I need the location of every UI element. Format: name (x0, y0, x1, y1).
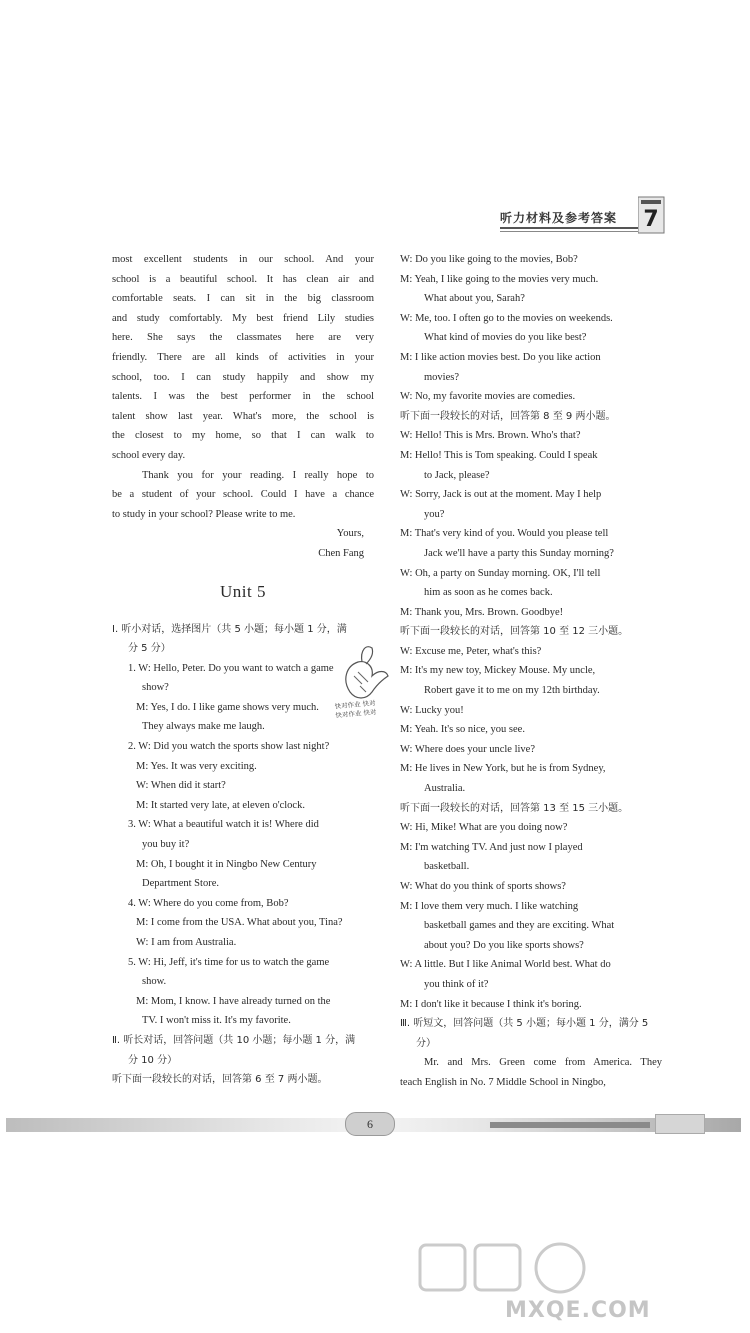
section-instruction: 听下面一段较长的对话，回答第 10 至 12 三小题。 (400, 626, 629, 638)
dialog-line: Jack we'll have a party this Sunday morning? (424, 547, 614, 559)
dialog-line: Australia. (424, 783, 466, 795)
section-heading: 分 10 分） (128, 1054, 178, 1066)
footer-dark-band (490, 1122, 650, 1128)
section-instruction: 听下面一段较长的对话，回答第 13 至 15 三小题。 (400, 802, 629, 814)
footer-box (655, 1114, 705, 1134)
dialog-line: M: I like action movies best. Do you like action (400, 351, 601, 363)
dialog-line: W: Hello! This is Mrs. Brown. Who's that? (400, 430, 581, 442)
dialog-line: W: Lucky you! (400, 704, 464, 716)
dialog-line: M: Oh, I bought it in Ningbo New Century (136, 858, 317, 870)
dialog-line: M: That's very kind of you. Would you please tell (400, 528, 609, 540)
text-line: Thank you for your reading. I really hope to (142, 469, 374, 481)
stamp-line: 快对作业 快对 (335, 708, 377, 720)
dialog-line: M: Yes, I do. I like game shows very much. (136, 701, 319, 713)
dialog-line: What kind of movies do you like best? (424, 332, 587, 344)
section-heading: 分） (416, 1037, 436, 1049)
text-line: and study comfortably. My best friend Lily studies (112, 312, 374, 324)
dialog-line: W: Do you like going to the movies, Bob? (400, 254, 578, 265)
dialog-line: you? (424, 508, 445, 520)
unit-title: Unit 5 (220, 581, 266, 601)
dialog-line: W: Where does your uncle live? (400, 743, 535, 755)
dialog-line: 5. W: Hi, Jeff, it's time for us to watch the game (128, 956, 330, 968)
dialog-line: movies? (424, 371, 459, 383)
dialog-line: M: Yeah. It's so nice, you see. (400, 724, 525, 736)
dialog-line: Department Store. (142, 878, 219, 890)
dialog-line: TV. I won't miss it. It's my favorite. (142, 1015, 291, 1027)
header-rule (500, 227, 650, 229)
text-line: to study in your school? Please write to me. (112, 508, 296, 520)
text-line: be a student of your school. Could I have a chance (112, 489, 374, 501)
dialog-line: M: I love them very much. I like watching (400, 900, 579, 912)
dialog-line: to Jack, please? (424, 469, 490, 481)
dialog-line: M: It's my new toy, Mickey Mouse. My uncle, (400, 665, 596, 677)
dialog-line: W: I am from Australia. (136, 937, 237, 948)
dialog-line: W: Excuse me, Peter, what's this? (400, 645, 542, 657)
right-column (400, 250, 662, 1093)
section-heading: 分 5 分） (128, 643, 171, 655)
dialog-line: M: Thank you, Mrs. Brown. Goodbye! (400, 606, 564, 618)
dialog-line: W: When did it start? (136, 780, 226, 792)
dialog-line: W: No, my favorite movies are comedies. (400, 391, 576, 403)
dialog-line: you buy it? (142, 839, 190, 851)
dialog-line: about you? Do you like sports shows? (424, 939, 584, 951)
dialog-line: W: Oh, a party on Sunday morning. OK, I'll tell (400, 567, 601, 579)
letter-sign-off: Yours, (336, 528, 364, 540)
dialog-line: show. (142, 976, 167, 988)
text-line: school every day. (112, 449, 186, 461)
text-line: comfortable seats. I can sit in the big classroom (112, 293, 374, 305)
section-heading: Ⅰ. 听小对话，选择图片（共 5 小题；每小题 1 分，满 (112, 623, 347, 635)
dialog-line: M: Mom, I know. I have already turned on the (136, 995, 331, 1007)
dialog-line: 3. W: What a beautiful watch it is! Where did (128, 819, 319, 831)
dialog-line: show? (142, 682, 169, 694)
text-line: most excellent students in our school. And your (112, 254, 374, 265)
dialog-line: M: He lives in New York, but he is from Sydney, (400, 763, 606, 775)
text-line: friendly. There are all kinds of activities in your (112, 351, 374, 363)
dialog-line: W: Hi, Mike! What are you doing now? (400, 822, 568, 834)
section-instruction: 听下面一段较长的对话，回答第 8 至 9 两小题。 (400, 410, 616, 422)
header-rule-thin (500, 231, 650, 232)
dialog-line: 1. W: Hello, Peter. Do you want to watch a game (128, 662, 334, 674)
letter-signature: Chen Fang (318, 547, 364, 559)
section-heading: Ⅲ. 听短文，回答问题（共 5 小题；每小题 1 分，满分 5 (400, 1018, 649, 1030)
dialog-line: 2. W: Did you watch the sports show last night? (128, 741, 330, 753)
dialog-line: W: Me, too. I often go to the movies on weekends. (400, 312, 613, 324)
text-line: talents. I was the best performer in the school (112, 391, 374, 403)
dialog-line: M: I come from the USA. What about you, Tina? (136, 917, 343, 929)
dialog-line: W: Sorry, Jack is out at the moment. May I help (400, 489, 602, 501)
text-line: talent show last year. What's more, the school is (112, 410, 374, 422)
dialog-line: 4. W: Where do you come from, Bob? (128, 897, 289, 909)
dialog-line: Robert gave it to me on my 12th birthday. (424, 685, 600, 697)
stamp-line: 快对作业 快对 (334, 699, 376, 711)
page-footer (0, 1110, 750, 1140)
dialog-line: M: It started very late, at eleven o'clock. (136, 799, 305, 811)
dialog-line: M: Yes. It was very exciting. (136, 760, 257, 772)
section-instruction: 听下面一段较长的对话，回答第 6 至 7 两小题。 (112, 1074, 328, 1086)
dialog-line: basketball. (424, 861, 470, 873)
svg-text:7: 7 (643, 207, 659, 232)
dialog-line: W: A little. But I like Animal World best. What do (400, 959, 611, 971)
page-number: 6 (345, 1112, 395, 1136)
dialog-line: M: I don't like it because I think it's boring. (400, 998, 582, 1010)
dialog-line: What about you, Sarah? (424, 293, 525, 305)
dialog-line: They always make me laugh. (142, 721, 265, 733)
page-header (500, 195, 680, 240)
text-line: the closest to my home, so that I can walk to (112, 430, 374, 442)
watermark-text: MXQE.COM (505, 1298, 651, 1323)
dialog-line: M: Yeah, I like going to the movies very much. (400, 273, 599, 285)
header-title: 听力材料及参考答案 (500, 211, 618, 225)
text-line: here. She says the classmates here are very (112, 332, 374, 344)
text-line: school, too. I can study happily and show my (112, 371, 374, 383)
dialog-line: him as soon as he comes back. (424, 587, 553, 599)
section-heading: Ⅱ. 听长对话，回答问题（共 10 小题；每小题 1 分，满 (112, 1034, 356, 1046)
dialog-line: you think of it? (424, 978, 489, 990)
dialog-line: W: What do you think of sports shows? (400, 881, 566, 892)
chapter-badge-icon (638, 195, 666, 235)
dialog-line: M: Hello! This is Tom speaking. Could I speak (400, 449, 598, 461)
text-line: Mr. and Mrs. Green come from America. They (424, 1057, 662, 1069)
text-line: teach English in No. 7 Middle School in Ningbo, (400, 1076, 606, 1088)
dialog-line: basketball games and they are exciting. What (424, 920, 615, 932)
dialog-line: M: I'm watching TV. And just now I played (400, 841, 583, 853)
text-line: school is a beautiful school. It has clean air and (112, 273, 374, 285)
